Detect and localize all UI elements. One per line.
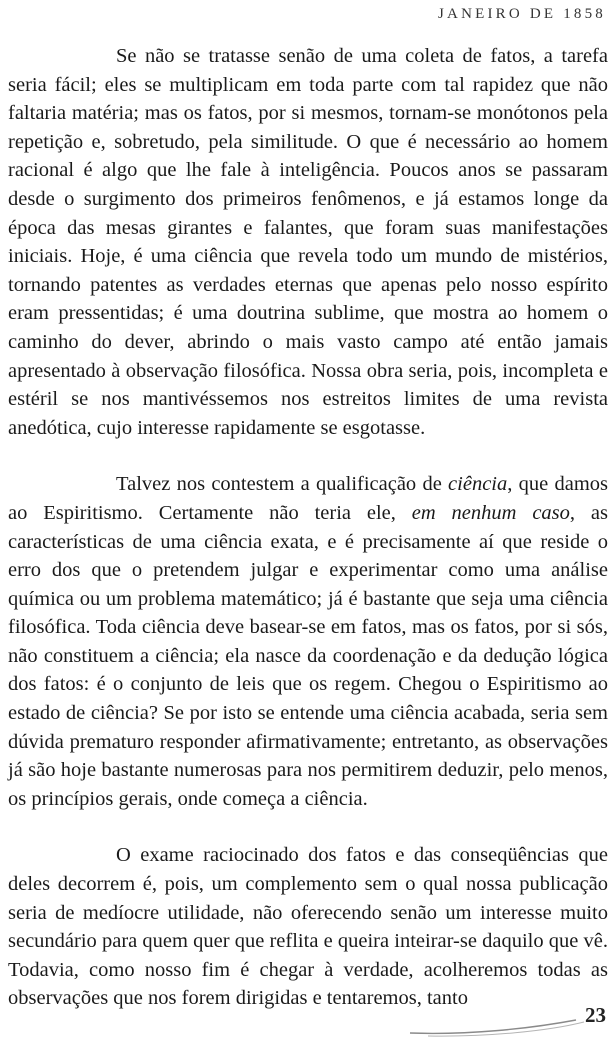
paragraph-3 [8,841,608,1013]
page-footer [0,995,616,1055]
paragraph-3-text: O exame raciocinado dos fatos e das conseqüências que deles decorrem é, pois, um complemento sem o qual nossa publicação seria de medíocre utilidade, não oferecendo senão um interesse muito secundário para quem quer que reflita e queira inteirar-se daquilo que vê. Todavia, como nosso fim é chegar à verdade, acolheremos todas as observações que nos forem dirigidas e tentaremos, tanto [8,844,608,1010]
body-text [8,42,608,1013]
paragraph-2-text-c: , as características de uma ciência exata, e é precisamente aí que reside o erro dos que o pretendem julgar e experimentar como uma análise química ou um problema matemático; já é bastante que seja uma ciência filosófica. Toda ciência deve basear-se em fatos, mas os fatos, por si sós, não constituem a ciência; ela nasce da coordenação e da dedução lógica dos fatos: é o conjunto de leis que os regem. Chegou o Espiritismo ao estado de ciência? Se por isto se entende uma ciência acabada, seria sem dúvida prematuro responder afirmativamente; entretanto, as observações já são hoje bastante numerosas para nos permitirem deduzir, pelo menos, os princípios gerais, onde começa a ciência. [8,501,608,810]
paragraph-2-text-a: Talvez nos contestem a qualificação de [116,473,449,496]
running-head: JANEIRO DE 1858 [438,6,606,22]
page-number: 23 [585,1003,606,1027]
paragraph-1 [8,42,608,442]
paragraph-2 [8,470,608,813]
italic-term-em-nenhum-caso: em nenhum caso [411,501,570,524]
paragraph-1-text: Se não se tratasse senão de uma coleta de fatos, a tarefa seria fácil; eles se multiplicam em toda parte com tal rapidez que não faltaria matéria; mas os fatos, por si mesmos, tornam-se monótonos pela repetição e, sobretudo, pela similitude. O que é necessário ao homem racional é algo que lhe fale à inteligência. Poucos anos se passaram desde o surgimento dos primeiros fenômenos, e já estamos longe da época das mesas girantes e falantes, que foram suas manifestações iniciais. Hoje, é uma ciência que revela todo um mundo de mistérios, tornando patentes as verdades eternas que apenas pelo nosso espírito eram pressentidas; é uma doutrina sublime, que mostra ao homem o caminho do dever, abrindo o mais vasto campo até então jamais apresentado à observação filosófica. Nossa obra seria, pois, incompleta e estéril se nos mantivéssemos nos estreitos limites de uma revista anedótica, cujo interesse rapidamente se esgotasse. [8,45,608,439]
italic-term-ciencia: ciência [448,473,508,496]
footer-swoosh-ornament [408,1009,608,1039]
paragraph-2-text-b: , que damos ao Espiritismo. Certamente não teria ele, [8,473,608,524]
